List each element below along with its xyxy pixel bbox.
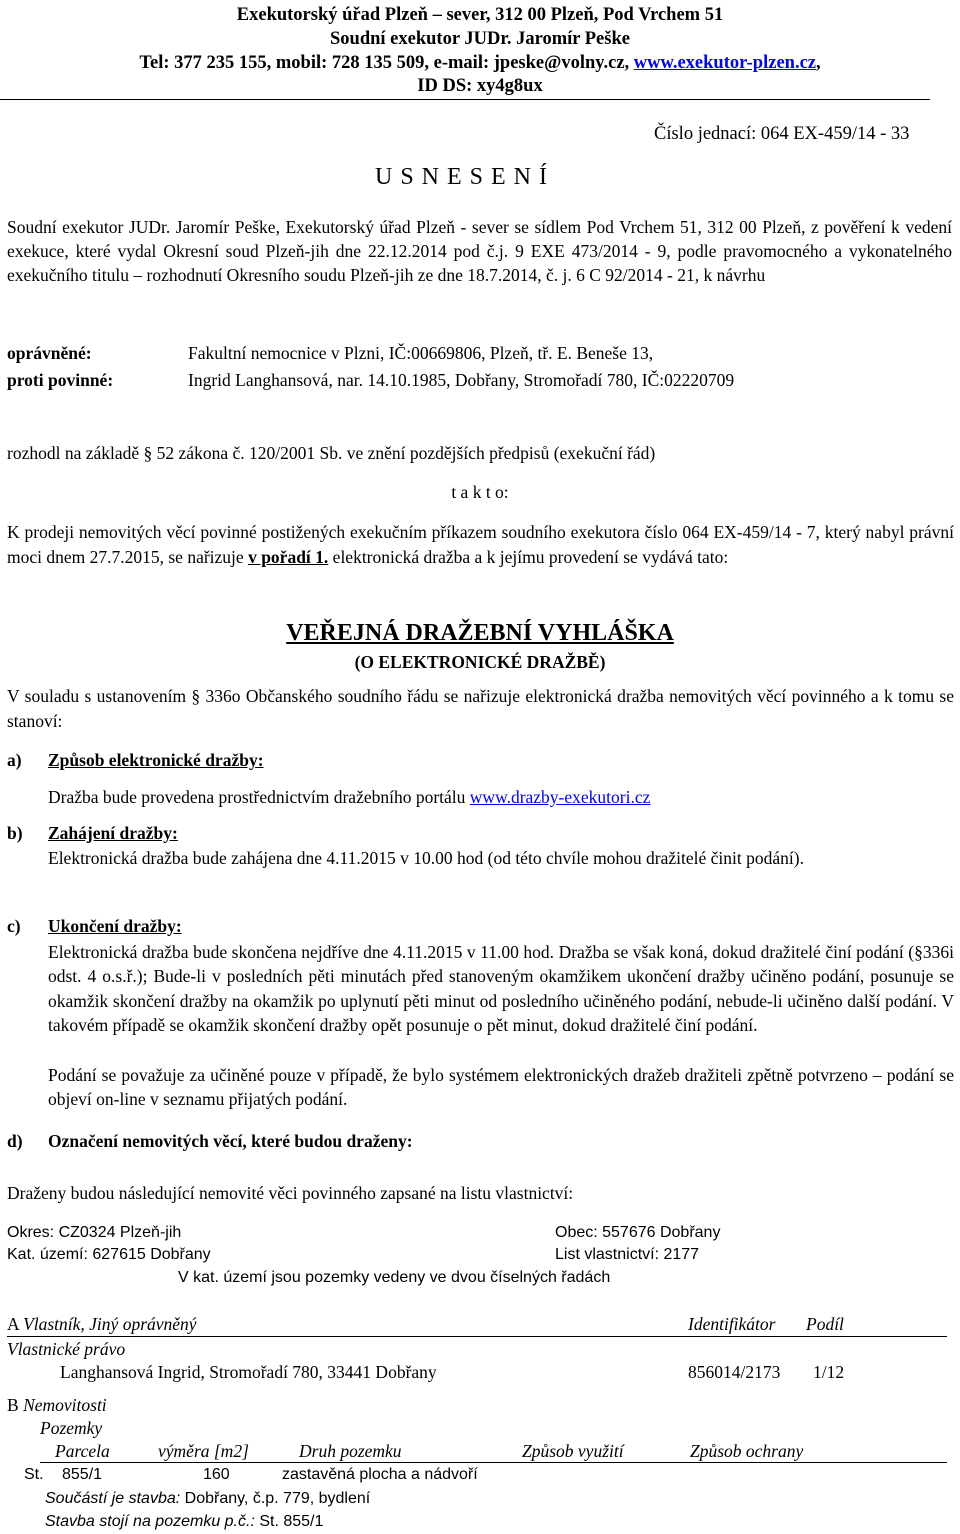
soucast-line xyxy=(45,1490,370,1508)
section-c-title: Ukončení dražby: xyxy=(48,916,182,936)
vlastnicke-pravo-label: Vlastnické právo xyxy=(7,1339,126,1359)
order-emphasis: v pořadí 1. xyxy=(248,547,329,567)
soucast-value: Dobřany, č.p. 779, bydlení xyxy=(180,1490,371,1507)
row-druh: zastavěná plocha a nádvoří xyxy=(282,1466,478,1483)
listing-intro: Draženy budou následující nemovité věci povinného zapsané na listu vlastnictví: xyxy=(7,1183,574,1203)
col-druh: Druh pozemku xyxy=(299,1441,402,1461)
section-d-letter: d) xyxy=(7,1131,23,1151)
row-parcela: 855/1 xyxy=(62,1466,103,1483)
stavba-line xyxy=(45,1513,323,1531)
letterhead-line-2: Soudní exekutor JUDr. Jaromír Peške xyxy=(330,29,630,49)
order-text-1: K prodeji nemovitých věcí povinné postižených exekučním příkazem soudního exekutora číslo 064 EX-459/14 - 7, který nabyl právní moci dnem 27.7.2015, se nařizuje xyxy=(7,522,954,567)
case-number: Číslo jednací: 064 EX-459/14 - 33 xyxy=(654,124,910,144)
section-a-letter: a) xyxy=(7,750,22,770)
obliged-value: Ingrid Langhansová, nar. 14.10.1985, Dobřany, Stromořadí 780, IČ:02220709 xyxy=(188,370,735,390)
owner-share: 1/12 xyxy=(813,1362,845,1382)
table-a-prefix: A xyxy=(7,1314,19,1334)
table-a-label: Vlastník, Jiný oprávněný xyxy=(23,1314,197,1334)
section-c-letter: c) xyxy=(7,916,21,936)
stavba-label: Stavba stojí na pozemku p.č.: xyxy=(45,1513,255,1530)
entitled-label: oprávněné: xyxy=(7,343,92,363)
entitled-value: Fakultní nemocnice v Plzni, IČ:00669806, Plzeň, tř. E. Beneše 13, xyxy=(188,343,654,363)
table-b-prefix: B xyxy=(7,1395,19,1415)
portal-text: Dražba bude provedena prostřednictvím dražebního portálu xyxy=(48,787,470,807)
website-link[interactable]: www.exekutor-plzen.cz xyxy=(633,53,816,73)
letterhead-line-4: ID DS: xy4g8ux xyxy=(417,76,543,96)
listing-okres: Okres: CZ0324 Plzeň-jih xyxy=(7,1224,182,1241)
contact-suffix: , xyxy=(816,53,821,73)
col-vymera: výměra [m2] xyxy=(158,1441,249,1461)
col-identifikator: Identifikátor xyxy=(688,1314,776,1334)
order-text-2: elektronická dražba a k jejímu provedení se vydává tato: xyxy=(328,547,729,567)
section-a-title: Způsob elektronické dražby: xyxy=(48,750,264,770)
row-vymera: 160 xyxy=(203,1466,230,1483)
table-b-label: Nemovitosti xyxy=(23,1395,107,1415)
listing-obec: Obec: 557676 Dobřany xyxy=(555,1224,721,1241)
stavba-value: St. 855/1 xyxy=(254,1513,324,1530)
table-b-header xyxy=(7,1395,107,1416)
table-b-rule xyxy=(40,1462,947,1463)
section-d-title: Označení nemovitých věcí, které budou draženy: xyxy=(48,1131,413,1151)
portal-link[interactable]: www.drazby-exekutori.cz xyxy=(469,787,651,807)
row-st: St. xyxy=(24,1466,44,1483)
col-vyuziti: Způsob využití xyxy=(522,1441,624,1461)
col-ochrana: Způsob ochrany xyxy=(690,1441,804,1461)
accordance-paragraph: V souladu s ustanovením § 336o Občanského soudního řádu se nařizuje elektronická dražba nemovitých věcí povinného a k tomu se stanoví: xyxy=(7,686,954,731)
owner-identifier: 856014/2173 xyxy=(688,1362,781,1382)
col-parcela: Parcela xyxy=(55,1441,110,1461)
order-paragraph xyxy=(7,520,954,570)
section-b-letter: b) xyxy=(7,823,23,843)
listing-lv: List vlastnictví: 2177 xyxy=(555,1246,700,1263)
contact-text: Tel: 377 235 155, mobil: 728 135 509, e-mail: jpeske@volny.cz, xyxy=(139,53,634,73)
obliged-label: proti povinné: xyxy=(7,370,114,390)
owner-name: Langhansová Ingrid, Stromořadí 780, 33441 Dobřany xyxy=(60,1362,437,1382)
section-c-text-1: Elektronická dražba bude skončena nejdříve dne 4.11.2015 v 11.00 hod. Dražba se však koná, dokud dražitelé činí podání (§336i odst. 4 o.s.ř.); Bude-li v posledních pěti minutách před stanoveným okamžikem ukončení dražby učiněno podání, posunuje se okamžik skončení dražby na okamžik po uplynutí pěti minut od posledního učiněného podání, nebude-li učiněno další podání. V takovém případě se okamžik skončení dražby opět posunuje o pět minut, dokud dražitelé činí podání. xyxy=(48,942,954,1035)
table-a-rule xyxy=(7,1336,947,1337)
auction-title: VEŘEJNÁ DRAŽEBNÍ VYHLÁŠKA xyxy=(286,620,674,646)
decision-basis: rozhodl na základě § 52 zákona č. 120/2001 Sb. ve znění pozdějších předpisů (exekuční řád) xyxy=(7,443,656,463)
header-divider xyxy=(0,99,930,100)
listing-note: V kat. území jsou pozemky vedeny ve dvou číselných řadách xyxy=(178,1269,611,1286)
pozemky-label: Pozemky xyxy=(40,1418,103,1438)
table-a-header xyxy=(7,1314,197,1335)
auction-subtitle: (O ELEKTRONICKÉ DRAŽBĚ) xyxy=(354,652,606,672)
letterhead-line-1: Exekutorský úřad Plzeň – sever, 312 00 Plzeň, Pod Vrchem 51 xyxy=(236,5,724,25)
section-b-title: Zahájení dražby: xyxy=(48,823,178,843)
section-c-text-2: Podání se považuje za učiněné pouze v případě, že bylo systémem elektronických dražeb dražiteli zpětně potvrzeno – podání se objeví on-line v seznamu přijatých podání. xyxy=(48,1065,954,1110)
listing-kat: Kat. území: 627615 Dobřany xyxy=(7,1246,211,1263)
letterhead-line-3 xyxy=(0,52,960,74)
section-b-text: Elektronická dražba bude zahájena dne 4.11.2015 v 10.00 hod (od této chvíle mohou dražitelé činit podání). xyxy=(48,848,804,868)
col-podil: Podíl xyxy=(806,1314,844,1334)
section-a-text xyxy=(48,787,650,808)
soucast-label: Součástí je stavba: xyxy=(45,1490,181,1507)
document-heading: U S N E S E N Í xyxy=(375,164,549,190)
intro-paragraph: Soudní exekutor JUDr. Jaromír Peške, Exekutorský úřad Plzeň - sever se sídlem Pod Vrchem 51, 312 00 Plzeň, z pověření k vedení exekuce, které vydal Okresní soud Plzeň-jih dne 22.12.2014 pod č.j. 9 EXE 473/2014 - 9, podle pravomocného a vykonatelného exekučního titulu – rozhodnutí Okresního soudu Plzeň-jih ze dne 18.7.2014, č. j. 6 C 92/2014 - 21, k návrhu xyxy=(7,217,952,285)
takto-label: t a k t o: xyxy=(451,482,509,502)
